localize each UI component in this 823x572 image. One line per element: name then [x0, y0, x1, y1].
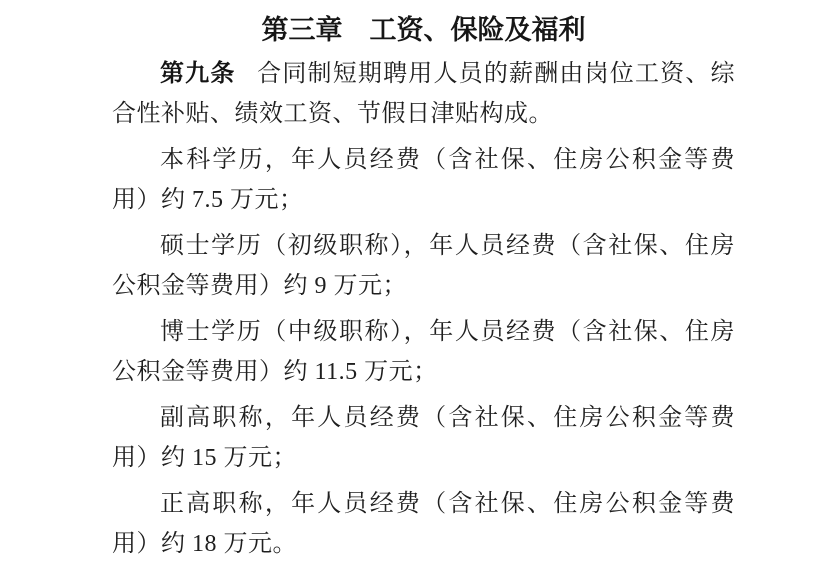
article-number-label: 第九条	[160, 61, 236, 87]
paragraph-doctor-degree-cost: 博士学历（中级职称），年人员经费（含社保、住房公积金等费用）约 11.5 万元；	[112, 319, 735, 385]
article-paragraph	[112, 54, 735, 134]
paragraph-bachelor-degree-cost: 本科学历，年人员经费（含社保、住房公积金等费用）约 7.5 万元；	[112, 147, 735, 213]
chapter-title: 第三章 工资、保险及福利	[261, 15, 586, 45]
paragraph-full-senior-title-cost: 正高职称，年人员经费（含社保、住房公积金等费用）约 18 万元。	[112, 491, 735, 557]
article-text: 合同制短期聘用人员的薪酬由岗位工资、综合性补贴、绩效工资、节假日津贴构成。	[112, 61, 736, 127]
paragraph-master-degree-cost: 硕士学历（初级职称），年人员经费（含社保、住房公积金等费用）约 9 万元；	[112, 233, 735, 299]
paragraph-associate-senior-title-cost: 副高职称，年人员经费（含社保、住房公积金等费用）约 15 万元；	[112, 405, 735, 471]
